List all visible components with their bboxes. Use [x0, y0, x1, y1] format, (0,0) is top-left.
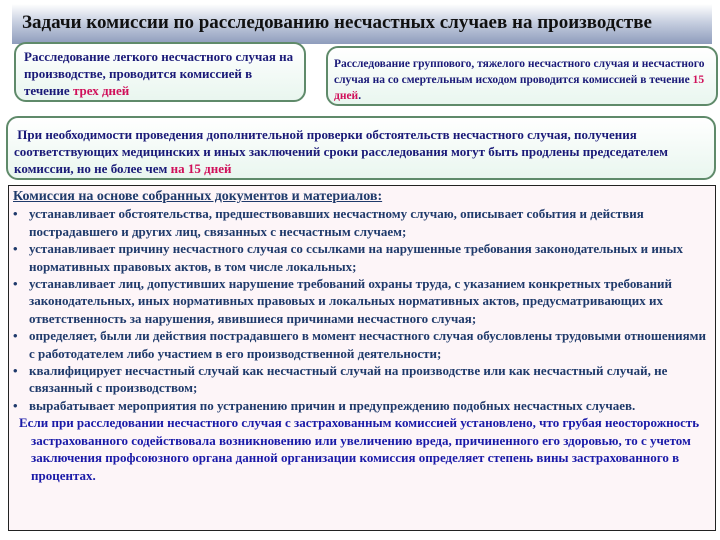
list-item [13, 240, 711, 275]
list-item-text: определяет, были ли действия пострадавшего в момент несчастного случая обусловлены трудовыми отношениями с работодателем либо участием в его производственной деятельности; [29, 328, 707, 361]
extension-box [6, 116, 716, 180]
group-accident-box [326, 46, 718, 106]
group-accident-suffix: . [358, 90, 362, 102]
list-item-text: квалифицирует несчастный случай как несчастный случай на производстве или как несчастный случай, не связанный с производством; [29, 363, 668, 396]
list-item-text: вырабатывает мероприятия по устранению причин и предупреждению подобных несчастных случаев. [29, 397, 636, 413]
bullet-icon: • [13, 206, 18, 222]
bullet-icon: • [13, 241, 18, 257]
list-item [13, 397, 711, 414]
slide-title: Задачи комиссии по расследованию несчастных случаев на производстве [12, 4, 712, 44]
commission-duties-panel [8, 185, 716, 531]
list-item [13, 205, 711, 240]
bullet-icon: • [13, 328, 18, 344]
list-item [13, 362, 711, 397]
group-accident-text: Расследование группового, тяжелого несчастного случая и несчастного случая на со смертельным исходом проводится комиссией в течение [334, 58, 705, 86]
bullet-icon: • [13, 276, 18, 292]
light-accident-box [14, 42, 306, 102]
light-accident-text: Расследование легкого несчастного случая на производстве, проводится комиссией в течение [24, 49, 294, 98]
fault-degree-paragraph: Если при расследовании несчастного случая с застрахованным комиссией установлено, что грубая неосторожность застрахованного содействовала возникновению или увеличению вреда, причиненного его здоровью, то с учетом заключения профсоюзного органа данной организации комиссия определяет степень вины застрахованного в процентах. [19, 415, 700, 483]
list-item [13, 275, 711, 327]
bullet-icon: • [13, 397, 18, 413]
list-item-text: устанавливает причину несчастного случая со ссылками на нарушенные требования законодательных и иных нормативных правовых актов, в том числе локальных; [29, 241, 684, 274]
extension-deadline: на 15 дней [170, 161, 232, 176]
duties-list [13, 205, 711, 414]
list-item-text: устанавливает лиц, допустивших нарушение требований охраны труда, с указанием конкретных требований законодательных, иных нормативных правовых и локальных нормативных актов, предусматривающих их ответственность за нарушения, явившиеся причинами несчастного случая; [29, 276, 673, 326]
list-item [13, 327, 711, 362]
list-item-text: устанавливает обстоятельства, предшествовавших несчастному случаю, описывает события и действия пострадавшего и других лиц, связанных с несчастным случаем; [29, 206, 644, 239]
group-accident-deadline: 15 дней [334, 74, 705, 102]
bullet-icon: • [13, 363, 18, 379]
duties-header: Комиссия на основе собранных документов и материалов: [13, 189, 383, 204]
light-accident-deadline: трех дней [72, 83, 130, 98]
extension-text: При необходимости проведения дополнительной проверки обстоятельств несчастного случая, получения соответствующих медицинских и иных заключений сроки расследования могут быть продлены председателем комиссии, но не более чем [14, 127, 669, 176]
